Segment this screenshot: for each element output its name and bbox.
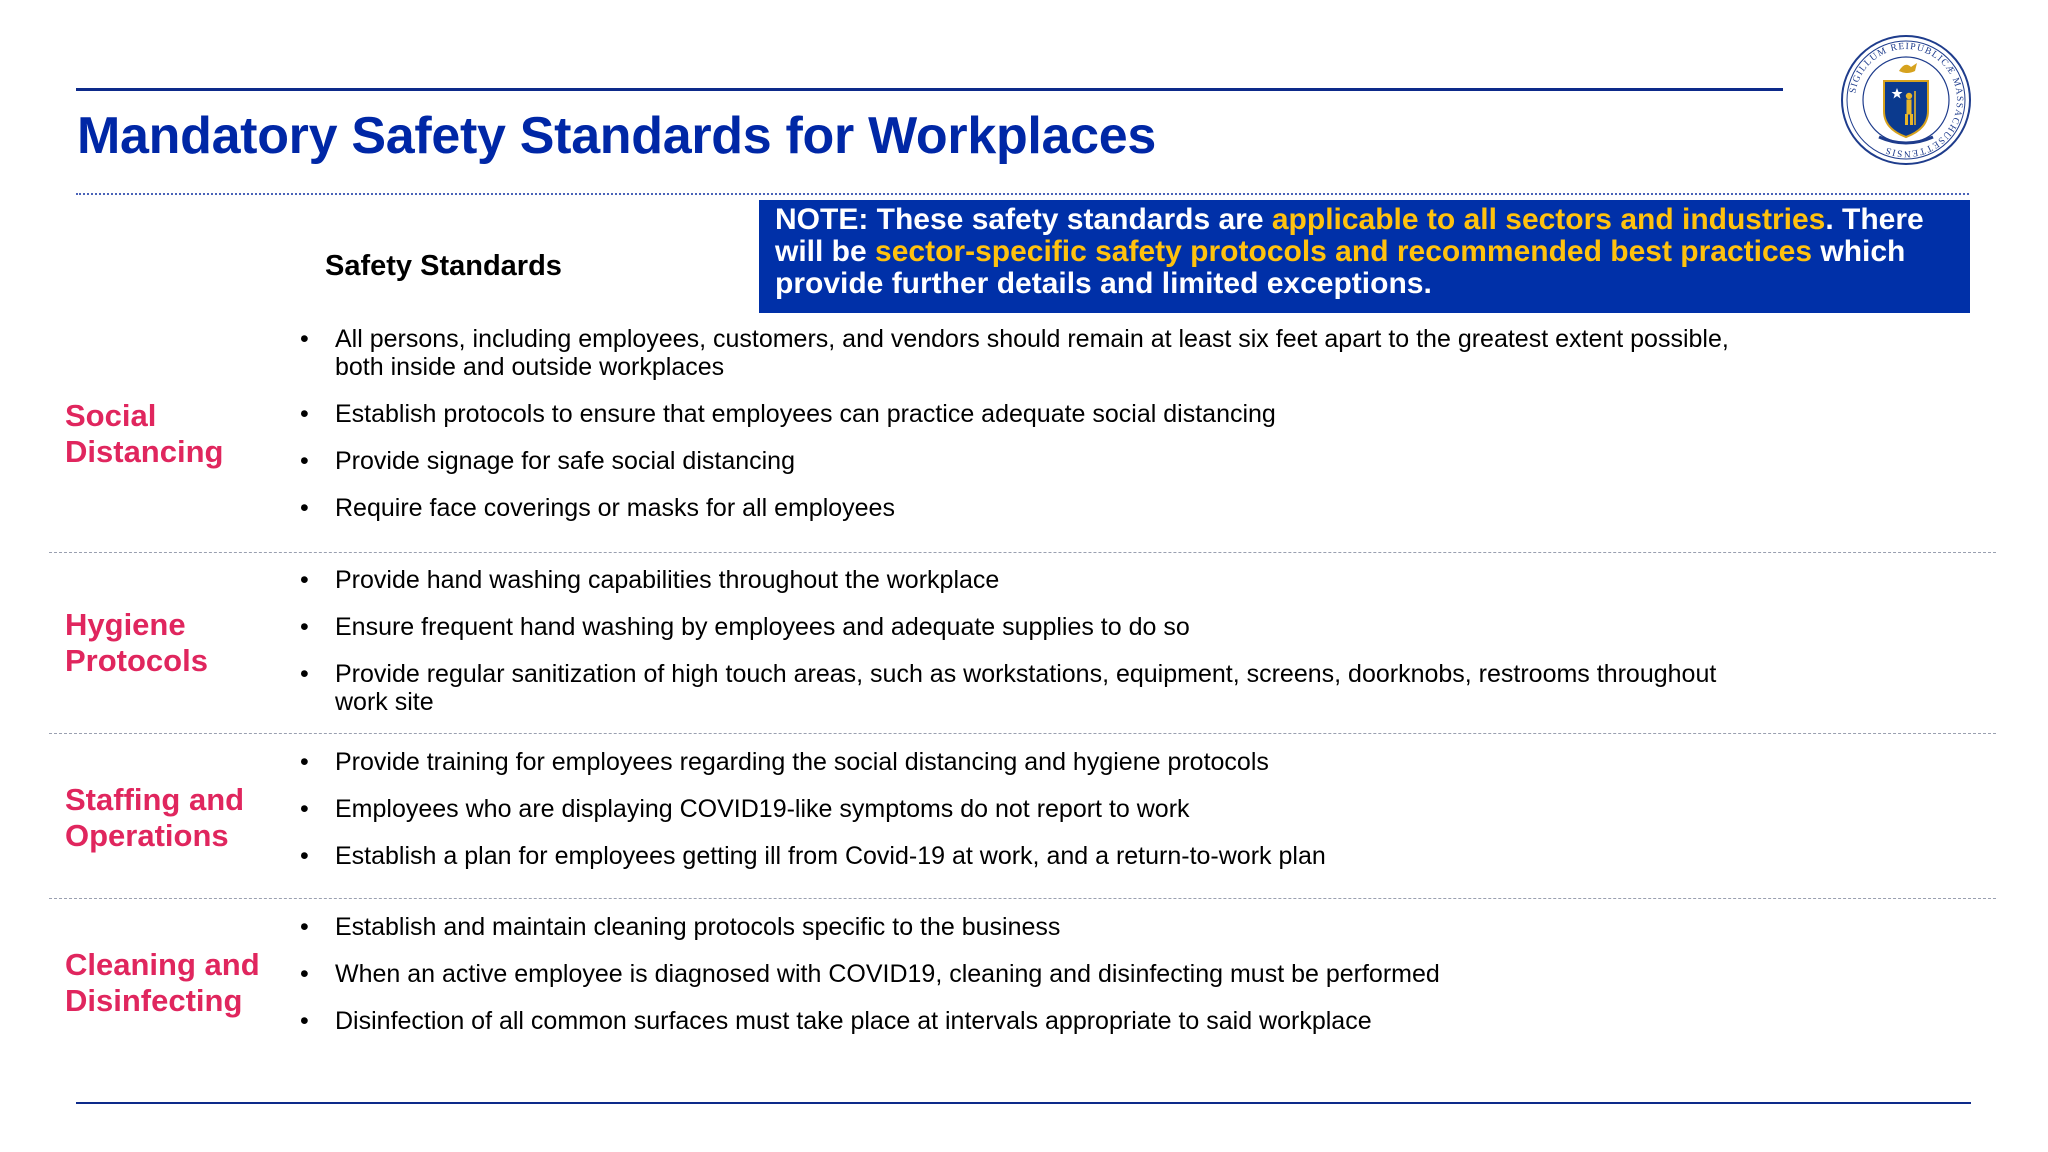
bullet-icon: • xyxy=(300,1007,309,1035)
list-item-text: When an active employee is diagnosed with COVID19, cleaning and disinfecting must be performed xyxy=(335,960,1440,988)
list-item-text: Establish a plan for employees getting ill from Covid-19 at work, and a return-to-work plan xyxy=(335,842,1326,870)
list-item-text: Require face coverings or masks for all employees xyxy=(335,494,895,522)
list-item-text: Establish and maintain cleaning protocols specific to the business xyxy=(335,913,1061,941)
section-label-line: Disinfecting xyxy=(65,983,243,1018)
list-item-text: All persons, including employees, customers, and vendors should remain at least six feet apart to the greatest extent possible, both inside and outside workplaces xyxy=(335,325,1729,381)
section-label xyxy=(65,947,260,1019)
bullet-icon: • xyxy=(300,494,309,522)
section-label-line: Cleaning and xyxy=(65,947,260,982)
massachusetts-seal-icon xyxy=(1839,33,1973,167)
list-item xyxy=(300,748,1740,776)
note-highlight-2: sector-specific safety protocols and recommended best practices xyxy=(875,235,1813,268)
title-divider xyxy=(76,193,1969,195)
list-item xyxy=(300,842,1740,870)
section-label-line: Protocols xyxy=(65,643,208,678)
section-label-line: Hygiene xyxy=(65,607,186,642)
list-item xyxy=(300,494,1740,522)
section-label xyxy=(65,782,244,854)
note-text-3: which provide further details and limited exceptions. xyxy=(775,235,1906,300)
note-text-1: NOTE: These safety standards are xyxy=(775,203,1272,236)
bullet-icon: • xyxy=(300,566,309,594)
bullet-icon: • xyxy=(300,325,309,353)
bullet-list xyxy=(300,566,1740,735)
list-item xyxy=(300,325,1740,381)
section-label-line: Operations xyxy=(65,818,229,853)
list-item-text: Ensure frequent hand washing by employees and adequate supplies to do so xyxy=(335,613,1190,641)
list-item xyxy=(300,400,1740,428)
note-box xyxy=(759,200,1970,313)
page-title: Mandatory Safety Standards for Workplaces xyxy=(77,107,1157,165)
list-item-text: Provide training for employees regarding the social distancing and hygiene protocols xyxy=(335,748,1269,776)
list-item-text: Disinfection of all common surfaces must take place at intervals appropriate to said workplace xyxy=(335,1007,1372,1035)
section-label xyxy=(65,607,208,679)
list-item xyxy=(300,613,1740,641)
list-item xyxy=(300,660,1740,716)
section-label-line: Staffing and xyxy=(65,782,245,817)
section-divider xyxy=(49,552,1996,553)
section-label-line: Distancing xyxy=(65,434,224,469)
list-item-text: Employees who are displaying COVID19-like symptoms do not report to work xyxy=(335,795,1190,823)
note-highlight-1: applicable to all sectors and industries xyxy=(1271,203,1826,236)
bullet-list xyxy=(300,325,1740,541)
bullet-icon: • xyxy=(300,400,309,428)
list-item xyxy=(300,960,1740,988)
list-item-text: Provide hand washing capabilities throughout the workplace xyxy=(335,566,1000,594)
bottom-rule xyxy=(76,1102,1971,1104)
bullet-icon: • xyxy=(300,913,309,941)
list-item-text: Provide regular sanitization of high touch areas, such as workstations, equipment, screens, doorknobs, restrooms throughout work site xyxy=(335,660,1717,716)
list-item xyxy=(300,447,1740,475)
bullet-icon: • xyxy=(300,748,309,776)
safety-standards-header: Safety Standards xyxy=(325,250,562,282)
bullet-icon: • xyxy=(300,842,309,870)
section-label xyxy=(65,398,223,470)
bullet-icon: • xyxy=(300,447,309,475)
list-item xyxy=(300,1007,1740,1035)
bullet-icon: • xyxy=(300,960,309,988)
list-item xyxy=(300,913,1740,941)
note-text-2: . There will be xyxy=(775,203,1924,268)
seal-lettering: SIGILLUM REIPUBLICÆ MASSACHUSETTENSIS xyxy=(1848,41,1965,159)
bullet-icon: • xyxy=(300,660,309,688)
bullet-icon: • xyxy=(300,613,309,641)
bullet-list xyxy=(300,913,1740,1054)
list-item-text: Provide signage for safe social distancing xyxy=(335,447,795,475)
section-label-line: Social xyxy=(65,398,157,433)
top-rule xyxy=(76,88,1783,91)
bullet-list xyxy=(300,748,1740,889)
bullet-icon: • xyxy=(300,795,309,823)
section-divider xyxy=(49,733,1996,734)
section-divider xyxy=(49,898,1996,899)
list-item xyxy=(300,566,1740,594)
list-item xyxy=(300,795,1740,823)
list-item-text: Establish protocols to ensure that employees can practice adequate social distancing xyxy=(335,400,1276,428)
